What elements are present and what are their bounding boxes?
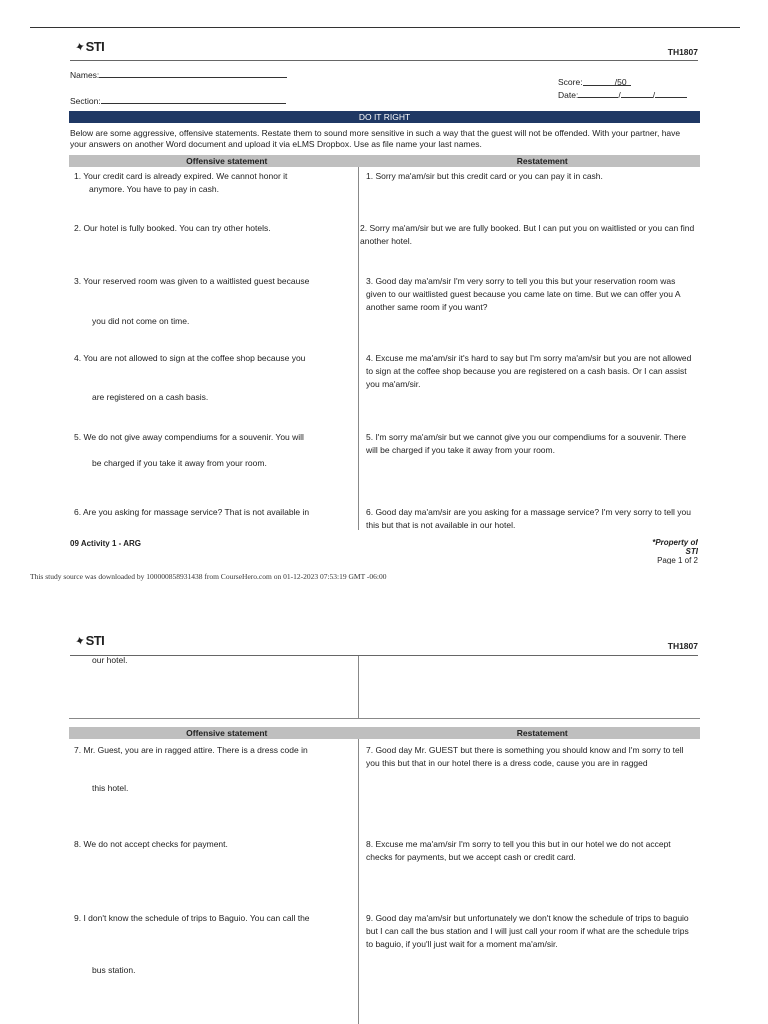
sti-logo-icon-page2: ✦	[73, 632, 87, 649]
top-rule	[30, 27, 740, 28]
offensive-cell-7a: 7. Mr. Guest, you are in ragged attire. There is a dress code in	[74, 745, 308, 755]
offensive-cell-4b: are registered on a cash basis.	[92, 392, 209, 402]
offensive-cell-5b: be charged if you take it away from your room.	[92, 458, 267, 468]
names-label: Names:	[70, 70, 100, 80]
section-field	[70, 95, 286, 106]
table-header	[69, 155, 700, 167]
date-day-line[interactable]	[621, 89, 656, 100]
table-bottom-rule	[69, 718, 700, 719]
footer-activity-label: 09 Activity 1 - ARG	[70, 539, 141, 548]
section-label: Section:	[70, 96, 101, 106]
header-rule	[70, 60, 698, 61]
score-field	[558, 77, 631, 87]
col-offensive-header: Offensive statement	[186, 156, 268, 166]
offensive-1-line2: anymore. You have to pay in cash.	[89, 184, 219, 194]
offensive-cell-6-continued: our hotel.	[92, 655, 128, 665]
offensive-cell-4a: 4. You are not allowed to sign at the coffee shop because you	[74, 353, 306, 363]
sti-logo-text: STI	[85, 39, 105, 54]
restatement-cell-9: 9. Good day ma'am/sir but unfortunately we don't know the schedule of trips to baguio but I can call the bus station and I will just call your room if what are the schedule trips to baguio, if you'll just wait for a moment ma'am/sir.	[366, 913, 689, 949]
date-year-line[interactable]	[652, 89, 687, 100]
restatement-cell-7: 7. Good day Mr. GUEST but there is something you should know and I'm sorry to tell you this but that in our hotel there is a dress code, cause you are in ragged	[366, 745, 684, 768]
column-divider-page2	[358, 739, 359, 1024]
offensive-cell-9b: bus station.	[92, 965, 136, 975]
activity-banner: DO IT RIGHT	[69, 111, 700, 123]
score-line[interactable]	[583, 77, 631, 86]
restatement-cell-8: 8. Excuse me ma'am/sir I'm sorry to tell you this but in our hotel we do not accept checks for payments, but we accept cash or credit card.	[366, 839, 671, 862]
document-code: TH1807	[667, 47, 698, 57]
footer-property	[652, 538, 698, 564]
offensive-cell-6: 6. Are you asking for massage service? That is not available in	[74, 507, 310, 517]
score-value: /50	[614, 77, 627, 87]
col-restatement-header-page2: Restatement	[516, 728, 568, 738]
names-field	[70, 69, 287, 80]
offensive-cell-3a: 3. Your reserved room was given to a waitlisted guest because	[74, 276, 310, 286]
names-line[interactable]	[99, 69, 287, 78]
date-sep2: /	[652, 90, 656, 100]
date-sep1: /	[618, 90, 621, 100]
instructions: Below are some aggressive, offensive statements. Restate them to sound more sensitive in such a way that the guest will not be offended. With your partner, have your answers on another Word document and upload it via eLMS Dropbox. Use as file name your last names.	[70, 128, 681, 149]
document-code-page2: TH1807	[667, 641, 698, 651]
offensive-cell-8: 8. We do not accept checks for payment.	[74, 839, 228, 849]
offensive-1-line1: 1. Your credit card is already expired. We cannot honor it	[74, 171, 288, 181]
offensive-cell-5a: 5. We do not give away compendiums for a souvenir. You will	[74, 432, 304, 442]
column-divider-continued	[358, 656, 359, 718]
restatement-cell-4: 4. Excuse me ma'am/sir it's hard to say but I'm sorry ma'am/sir but you are not allowed to sign at the coffee shop because you are registered on a cash basis. Or I can assist you ma'am/sir.	[366, 353, 692, 389]
table-header-page2	[69, 727, 700, 739]
column-divider	[358, 167, 359, 530]
restatement-cell-2: 2. Sorry ma'am/sir but we are fully booked. But I can put you on waitlisted or you can find another hotel.	[360, 223, 695, 246]
restatement-cell-3: 3. Good day ma'am/sir I'm very sorry to tell you this but your reservation room was given to our waitlisted guest because you came late on time. But we can offer you A another same room if you want?	[366, 276, 681, 312]
section-line[interactable]	[101, 95, 286, 104]
offensive-cell-2: 2. Our hotel is fully booked. You can try other hotels.	[74, 223, 271, 233]
sti-logo-icon: ✦	[73, 38, 87, 55]
footer-property-line2: STI	[685, 547, 698, 556]
restatement-cell-1: 1. Sorry ma'am/sir but this credit card or you can pay it in cash.	[366, 171, 603, 181]
col-offensive-header-page2: Offensive statement	[186, 728, 268, 738]
offensive-cell-1	[74, 170, 354, 196]
footer-page-number: Page 1 of 2	[657, 556, 698, 564]
score-label: Score:	[558, 77, 583, 87]
footer-property-line1: *Property of	[652, 538, 698, 547]
date-field	[558, 89, 687, 100]
offensive-cell-3b: you did not come on time.	[92, 316, 190, 326]
date-month-line[interactable]	[578, 89, 621, 100]
download-note: This study source was downloaded by 100000858931438 from CourseHero.com on 01-12-2023 07:53:19 GMT -06:00	[30, 572, 387, 581]
restatement-cell-6: 6. Good day ma'am/sir are you asking for a massage service? I'm very sorry to tell you this but that is not available in our hotel.	[366, 507, 691, 530]
col-restatement-header: Restatement	[516, 156, 568, 166]
sti-logo-page2	[75, 633, 104, 648]
sti-logo	[75, 39, 104, 54]
offensive-cell-9a: 9. I don't know the schedule of trips to Baguio. You can call the	[74, 913, 310, 923]
sti-logo-text-page2: STI	[85, 633, 105, 648]
offensive-cell-7b: this hotel.	[92, 783, 129, 793]
restatement-cell-5: 5. I'm sorry ma'am/sir but we cannot give you our compendiums for a souvenir. There will be charged if you take it away from your room.	[366, 432, 687, 455]
date-label: Date:	[558, 90, 579, 100]
